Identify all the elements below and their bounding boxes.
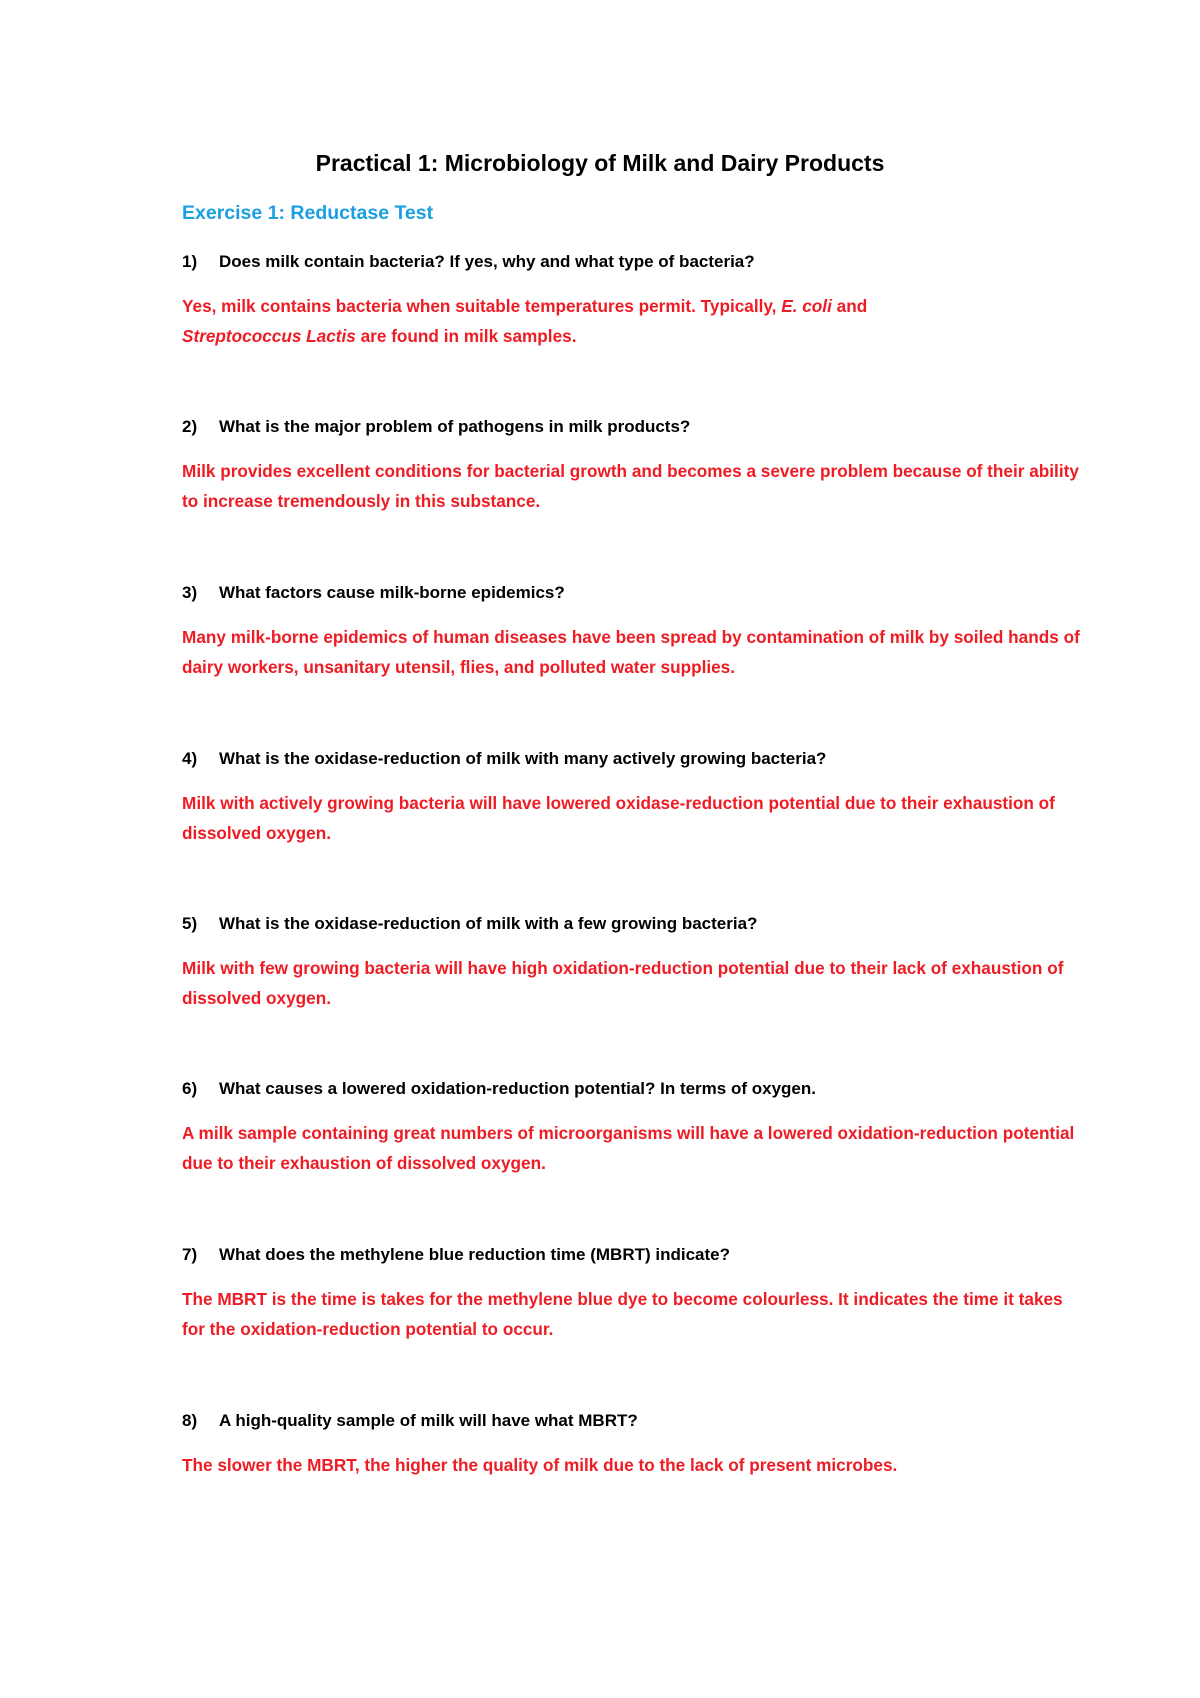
- question-number: 5): [182, 914, 198, 933]
- qa-item-2: [182, 415, 1082, 516]
- question-4: [182, 747, 1082, 771]
- question-8: [182, 1409, 1082, 1433]
- qa-item-7: [182, 1243, 1082, 1344]
- exercise-heading: Exercise 1: Reductase Test: [182, 202, 434, 224]
- question-2: [182, 415, 1082, 439]
- answer-4: Milk with actively growing bacteria will have lowered oxidase-reduction potential due to their exhaustion of dissolved oxygen.: [182, 793, 1055, 843]
- species-name: E. coli: [781, 296, 832, 316]
- question-3: [182, 581, 1082, 605]
- question-number: 8): [182, 1411, 198, 1430]
- question-text: A high-quality sample of milk will have what MBRT?: [219, 1411, 638, 1430]
- question-number: 7): [182, 1245, 198, 1264]
- question-number: 4): [182, 749, 198, 768]
- qa-item-6: [182, 1077, 1082, 1178]
- question-text: What is the oxidase-reduction of milk with a few growing bacteria?: [219, 914, 758, 933]
- question-text: What is the major problem of pathogens in milk products?: [219, 417, 691, 436]
- question-text: What does the methylene blue reduction time (MBRT) indicate?: [219, 1245, 730, 1264]
- qa-item-5: [182, 912, 1082, 1013]
- answer-6: A milk sample containing great numbers of microorganisms will have a lowered oxidation-reduction potential due to their exhaustion of dissolved oxygen.: [182, 1123, 1075, 1173]
- answer-text: Yes, milk contains bacteria when suitable temperatures permit. Typically,: [182, 296, 782, 316]
- question-text: What is the oxidase-reduction of milk with many actively growing bacteria?: [219, 749, 827, 768]
- answer-3: Many milk-borne epidemics of human diseases have been spread by contamination of milk by soiled hands of dairy workers, unsanitary utensil, flies, and polluted water supplies.: [182, 627, 1080, 677]
- question-number: 2): [182, 417, 198, 436]
- answer-5: Milk with few growing bacteria will have high oxidation-reduction potential due to their lack of exhaustion of dissolved oxygen.: [182, 958, 1064, 1008]
- answer-text: and: [831, 296, 868, 316]
- question-1: [182, 250, 1082, 274]
- qa-item-4: [182, 747, 1082, 848]
- question-text: Does milk contain bacteria? If yes, why and what type of bacteria?: [219, 252, 755, 271]
- qa-item-8: [182, 1409, 1082, 1481]
- answer-2: Milk provides excellent conditions for bacterial growth and becomes a severe problem because of their ability to increase tremendously in this substance.: [182, 461, 1079, 511]
- question-number: 1): [182, 252, 198, 271]
- question-number: 6): [182, 1079, 198, 1098]
- qa-item-3: [182, 581, 1082, 682]
- question-text: What factors cause milk-borne epidemics?: [219, 583, 565, 602]
- answer-1: [182, 292, 1082, 351]
- question-6: [182, 1077, 1082, 1101]
- question-5: [182, 912, 1082, 936]
- qa-item-1: [182, 250, 1082, 351]
- answer-8: The slower the MBRT, the higher the quality of milk due to the lack of present microbes.: [182, 1455, 898, 1475]
- species-name: Streptococcus Lactis: [182, 325, 356, 346]
- answer-text: are found in milk samples.: [355, 325, 577, 346]
- answer-7: The MBRT is the time is takes for the methylene blue dye to become colourless. It indicates the time it takes for the oxidation-reduction potential to occur.: [182, 1289, 1063, 1339]
- page-title: Practical 1: Microbiology of Milk and Dairy Products: [315, 150, 885, 176]
- question-text: What causes a lowered oxidation-reduction potential? In terms of oxygen.: [219, 1079, 816, 1098]
- question-7: [182, 1243, 1082, 1267]
- question-number: 3): [182, 583, 198, 602]
